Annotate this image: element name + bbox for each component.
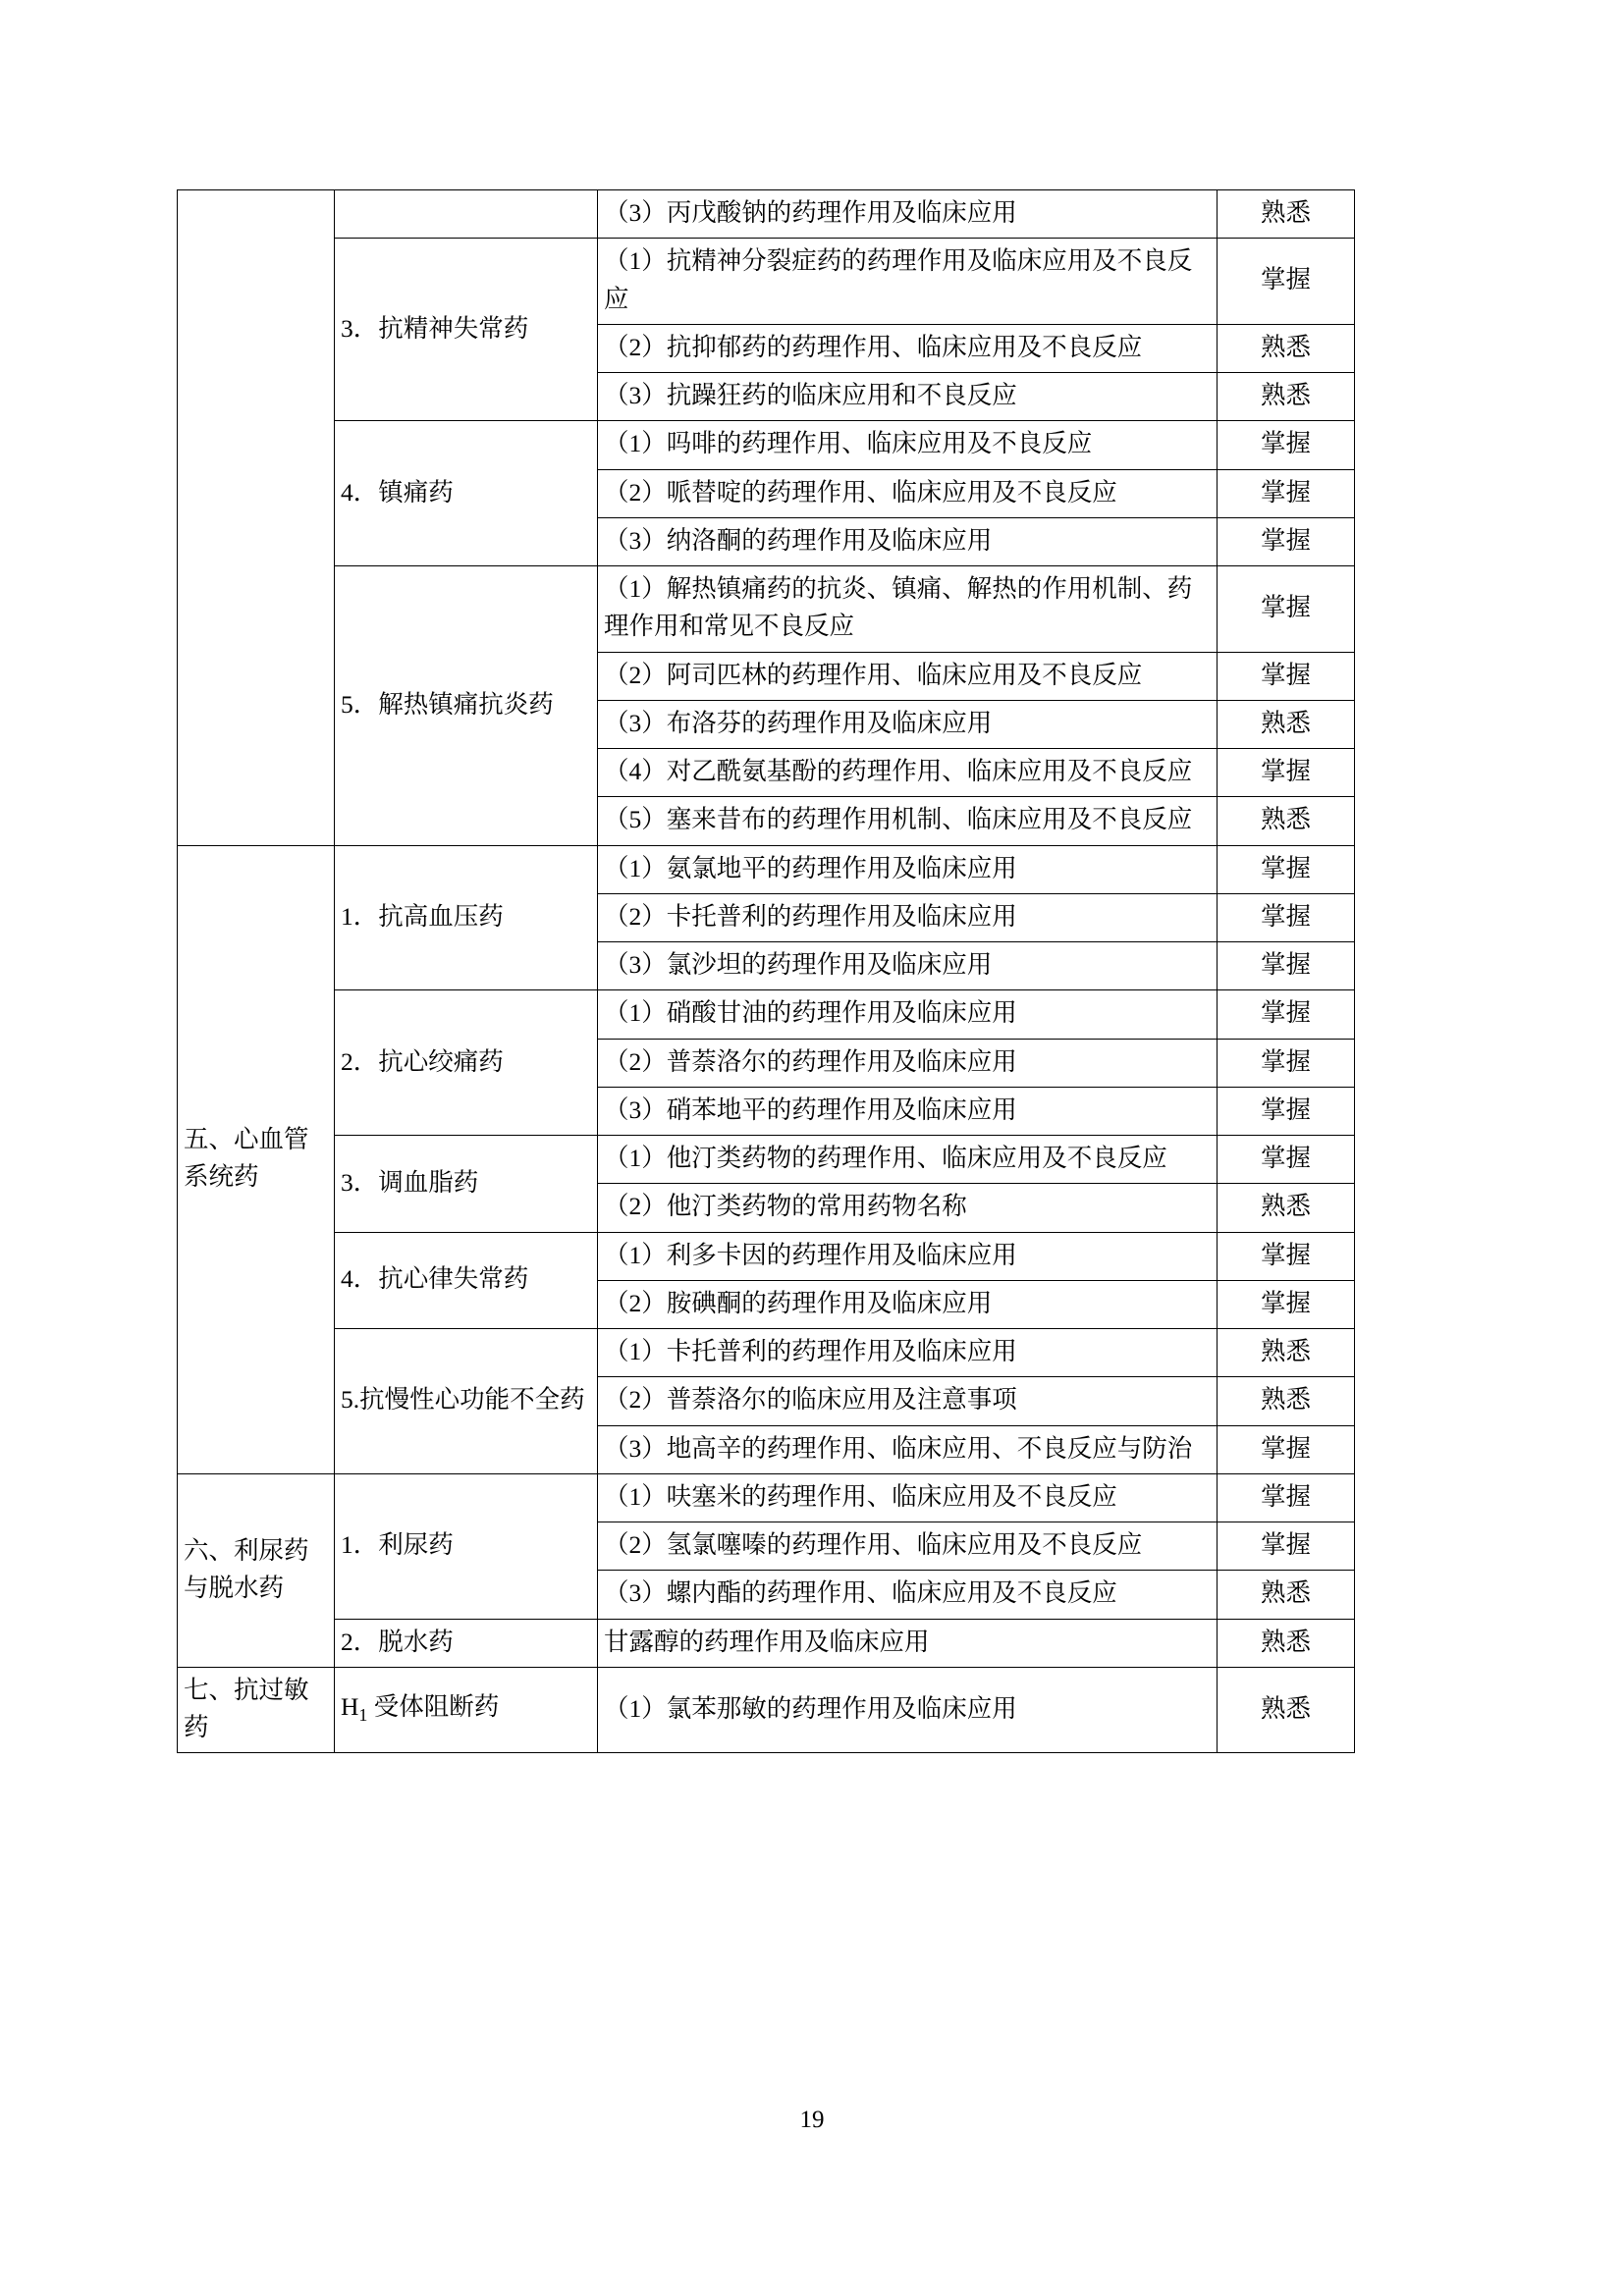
group-cell: 4．镇痛药 <box>335 421 598 566</box>
content-cell: （5）塞来昔布的药理作用机制、临床应用及不良反应 <box>598 797 1218 845</box>
group-cell: 1．利尿药 <box>335 1473 598 1619</box>
content-cell: （2）哌替啶的药理作用、临床应用及不良反应 <box>598 469 1218 517</box>
content-cell: （4）对乙酰氨基酚的药理作用、临床应用及不良反应 <box>598 749 1218 797</box>
content-cell: （3）硝苯地平的药理作用及临床应用 <box>598 1087 1218 1135</box>
level-cell: 掌握 <box>1218 239 1355 325</box>
page-number: 19 <box>799 2107 825 2133</box>
table-row <box>178 190 1355 239</box>
level-cell: 熟悉 <box>1218 190 1355 239</box>
content-cell: （3）抗躁狂药的临床应用和不良反应 <box>598 373 1218 421</box>
section-cell-antiallergic: 七、抗过敏药 <box>178 1667 335 1753</box>
level-cell: 熟悉 <box>1218 797 1355 845</box>
content-cell: （1）氯苯那敏的药理作用及临床应用 <box>598 1667 1218 1753</box>
section-cell-cardiovascular: 五、心血管系统药 <box>178 845 335 1473</box>
table-row <box>178 1473 1355 1522</box>
group-cell: 5．解热镇痛抗炎药 <box>335 566 598 846</box>
content-cell: （1）抗精神分裂症药的药理作用及临床应用及不良反应 <box>598 239 1218 325</box>
content-cell: （2）阿司匹林的药理作用、临床应用及不良反应 <box>598 652 1218 700</box>
group-cell: 5.抗慢性心功能不全药 <box>335 1329 598 1474</box>
content-cell: （1）硝酸甘油的药理作用及临床应用 <box>598 990 1218 1039</box>
content-cell: （2）氢氯噻嗪的药理作用、临床应用及不良反应 <box>598 1522 1218 1571</box>
level-cell: 掌握 <box>1218 517 1355 565</box>
content-cell: （2）抗抑郁药的药理作用、临床应用及不良反应 <box>598 324 1218 372</box>
content-cell: （1）解热镇痛药的抗炎、镇痛、解热的作用机制、药理作用和常见不良反应 <box>598 566 1218 653</box>
level-cell: 掌握 <box>1218 1280 1355 1328</box>
syllabus-table <box>177 189 1355 1753</box>
group-cell: 1．抗高血压药 <box>335 845 598 990</box>
level-cell: 掌握 <box>1218 1087 1355 1135</box>
content-cell: （1）利多卡因的药理作用及临床应用 <box>598 1232 1218 1280</box>
level-cell: 掌握 <box>1218 893 1355 941</box>
content-cell: （2）卡托普利的药理作用及临床应用 <box>598 893 1218 941</box>
table-row <box>178 1619 1355 1667</box>
level-cell: 熟悉 <box>1218 1667 1355 1753</box>
level-cell: 掌握 <box>1218 1232 1355 1280</box>
level-cell: 掌握 <box>1218 990 1355 1039</box>
table-row <box>178 845 1355 893</box>
content-cell: （2）他汀类药物的常用药物名称 <box>598 1184 1218 1232</box>
content-cell: （3）丙戊酸钠的药理作用及临床应用 <box>598 190 1218 239</box>
content-cell: 甘露醇的药理作用及临床应用 <box>598 1619 1218 1667</box>
level-cell: 掌握 <box>1218 421 1355 469</box>
section-cell-diuretics: 六、利尿药与脱水药 <box>178 1473 335 1667</box>
level-cell: 掌握 <box>1218 652 1355 700</box>
level-cell: 熟悉 <box>1218 1571 1355 1619</box>
table-row <box>178 990 1355 1039</box>
table-row <box>178 566 1355 653</box>
level-cell: 掌握 <box>1218 1136 1355 1184</box>
group-cell: 3．调血脂药 <box>335 1136 598 1233</box>
content-cell: （2）普萘洛尔的药理作用及临床应用 <box>598 1039 1218 1087</box>
level-cell: 掌握 <box>1218 749 1355 797</box>
syllabus-table-wrapper <box>177 189 1354 1753</box>
content-cell: （3）螺内酯的药理作用、临床应用及不良反应 <box>598 1571 1218 1619</box>
level-cell: 掌握 <box>1218 942 1355 990</box>
level-cell: 熟悉 <box>1218 324 1355 372</box>
content-cell: （2）普萘洛尔的临床应用及注意事项 <box>598 1377 1218 1425</box>
group-cell: 3．抗精神失常药 <box>335 239 598 421</box>
level-cell: 掌握 <box>1218 1039 1355 1087</box>
syllabus-table-body <box>178 190 1355 1753</box>
level-cell: 熟悉 <box>1218 1184 1355 1232</box>
content-cell: （3）地高辛的药理作用、临床应用、不良反应与防治 <box>598 1425 1218 1473</box>
group-cell-h1-receptor-blocker: $H_1$ 受体阻断药 <box>335 1667 598 1753</box>
level-cell: 熟悉 <box>1218 1619 1355 1667</box>
content-cell: （1）氨氯地平的药理作用及临床应用 <box>598 845 1218 893</box>
group-cell-empty <box>335 190 598 239</box>
level-cell: 掌握 <box>1218 1522 1355 1571</box>
section-cell-continued <box>178 190 335 846</box>
group-cell: 2．抗心绞痛药 <box>335 990 598 1136</box>
level-cell: 熟悉 <box>1218 700 1355 748</box>
level-cell: 熟悉 <box>1218 1377 1355 1425</box>
level-cell: 熟悉 <box>1218 373 1355 421</box>
level-cell: 掌握 <box>1218 469 1355 517</box>
table-row <box>178 239 1355 325</box>
content-cell: （2）胺碘酮的药理作用及临床应用 <box>598 1280 1218 1328</box>
group-cell: 2．脱水药 <box>335 1619 598 1667</box>
group-cell: 4．抗心律失常药 <box>335 1232 598 1329</box>
level-cell: 熟悉 <box>1218 1329 1355 1377</box>
table-row <box>178 1667 1355 1753</box>
content-cell: （3）氯沙坦的药理作用及临床应用 <box>598 942 1218 990</box>
content-cell: （3）布洛芬的药理作用及临床应用 <box>598 700 1218 748</box>
table-row <box>178 1232 1355 1280</box>
content-cell: （1）他汀类药物的药理作用、临床应用及不良反应 <box>598 1136 1218 1184</box>
content-cell: （1）吗啡的药理作用、临床应用及不良反应 <box>598 421 1218 469</box>
content-cell: （1）卡托普利的药理作用及临床应用 <box>598 1329 1218 1377</box>
content-cell: （3）纳洛酮的药理作用及临床应用 <box>598 517 1218 565</box>
table-row <box>178 1329 1355 1377</box>
subscript-one: 1 <box>358 1705 368 1726</box>
level-cell: 掌握 <box>1218 1425 1355 1473</box>
content-cell: （1）呋塞米的药理作用、临床应用及不良反应 <box>598 1473 1218 1522</box>
level-cell: 掌握 <box>1218 845 1355 893</box>
table-row <box>178 1136 1355 1184</box>
level-cell: 掌握 <box>1218 1473 1355 1522</box>
table-row <box>178 421 1355 469</box>
level-cell: 掌握 <box>1218 566 1355 653</box>
